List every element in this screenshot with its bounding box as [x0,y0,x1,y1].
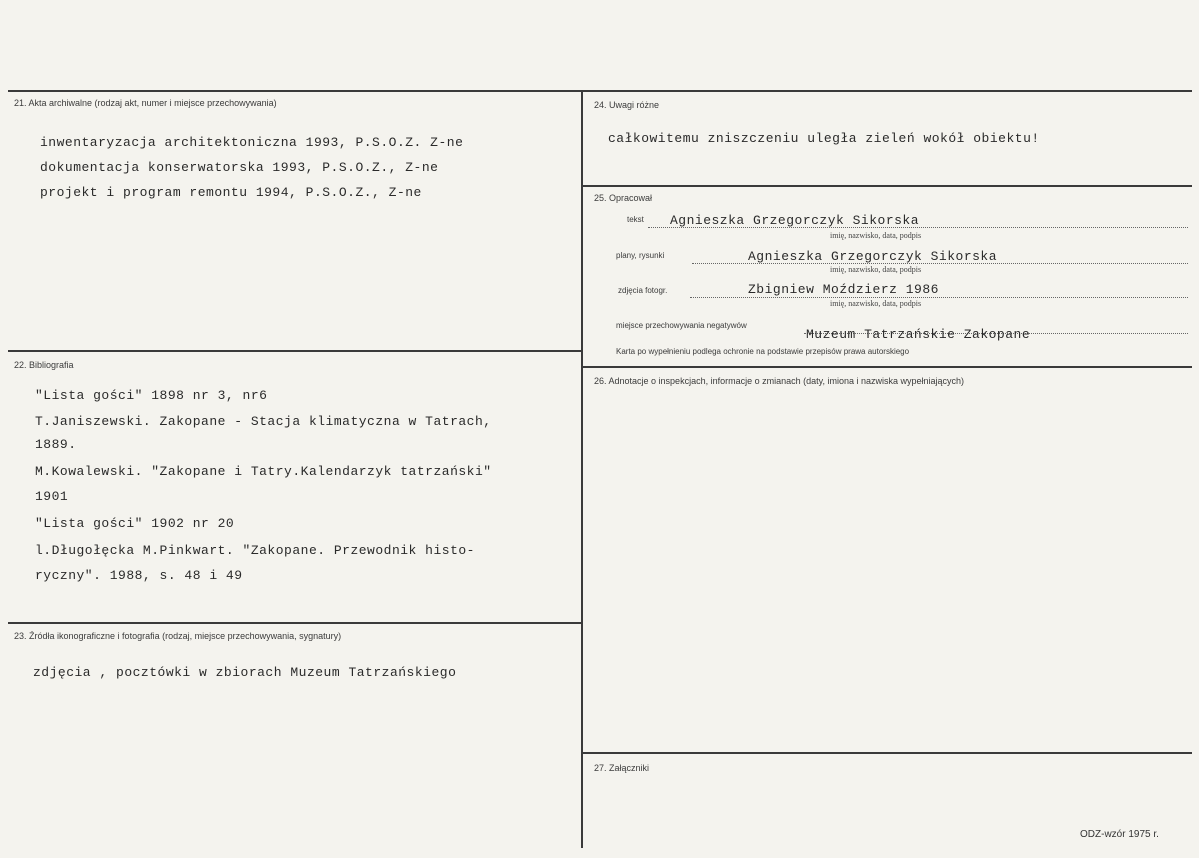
section-23-line-1: zdjęcia , pocztówki w zbiorach Muzeum Tatrzańskiego [33,665,457,680]
section-22-line-3: 1889. [35,437,77,452]
negatywy-label: miejsce przechowywania negatywów [616,321,747,330]
rule-22-23 [8,622,583,624]
zdjecia-dots [690,297,1188,298]
zdjecia-label: zdjęcia fotogr. [618,286,668,295]
section-21-label: 21. Akta archiwalne (rodzaj akt, numer i miejsce przechowywania) [14,98,277,108]
section-22-label: 22. Bibliografia [14,360,74,370]
section-26-label: 26. Adnotacje o inspekcjach, informacje o zmianach (daty, imiona i nazwiska wypełniających) [594,376,965,386]
section-22-line-6: "Lista gości" 1902 nr 20 [35,516,235,531]
section-22-line-7: l.Długołęcka M.Pinkwart. "Zakopane. Przewodnik histo- [35,543,475,558]
zdjecia-caption: imię, nazwisko, data, podpis [830,299,922,308]
plany-value: Agnieszka Grzegorczyk Sikorska [748,249,998,264]
form-id: ODZ-wzór 1975 r. [1080,829,1159,840]
section-21-line-3: projekt i program remontu 1994, P.S.O.Z., Z-ne [40,185,422,200]
zdjecia-value: Zbigniew Moździerz 1986 [748,282,939,297]
rule-21-22 [8,350,583,352]
rule-25-26 [583,366,1192,368]
negatywy-value: Muzeum Tatrzańskie Zakopane [806,327,1031,342]
section-24-line-1: całkowitemu zniszczeniu uległa zieleń wokół obiektu! [608,131,1040,146]
section-23-label: 23. Źródła ikonograficzne i fotografia (rodzaj, miejsce przechowywania, sygnatury) [14,631,342,641]
plany-label: plany, rysunki [616,251,665,260]
section-22-line-1: "Lista gości" 1898 nr 3, nr6 [35,388,268,403]
section-21-line-2: dokumentacja konserwatorska 1993, P.S.O.Z., Z-ne [40,160,439,175]
section-24-label: 24. Uwagi różne [594,100,660,110]
section-25-label: 25. Opracował [594,193,653,203]
section-22-line-4: M.Kowalewski. "Zakopane i Tatry.Kalendarzyk tatrzański" [35,464,492,479]
section-27-label: 27. Załączniki [594,763,650,773]
copyright-note: Karta po wypełnieniu podlega ochronie na podstawie przepisów prawa autorskiego [616,347,910,356]
rule-24-25 [583,185,1192,187]
tekst-caption: imię, nazwisko, data, podpis [830,231,922,240]
section-22-line-5: 1901 [35,489,69,504]
rule-26-27 [583,752,1192,754]
center-divider [581,90,583,848]
tekst-value: Agnieszka Grzegorczyk Sikorska [670,213,920,228]
plany-caption: imię, nazwisko, data, podpis [830,265,922,274]
section-21-line-1: inwentaryzacja architektoniczna 1993, P.S.O.Z. Z-ne [40,135,464,150]
section-22-line-8: ryczny". 1988, s. 48 i 49 [35,568,243,583]
section-22-line-2: T.Janiszewski. Zakopane - Stacja klimatyczna w Tatrach, [35,414,492,429]
top-rule [8,90,1192,92]
tekst-label: tekst [627,215,644,224]
